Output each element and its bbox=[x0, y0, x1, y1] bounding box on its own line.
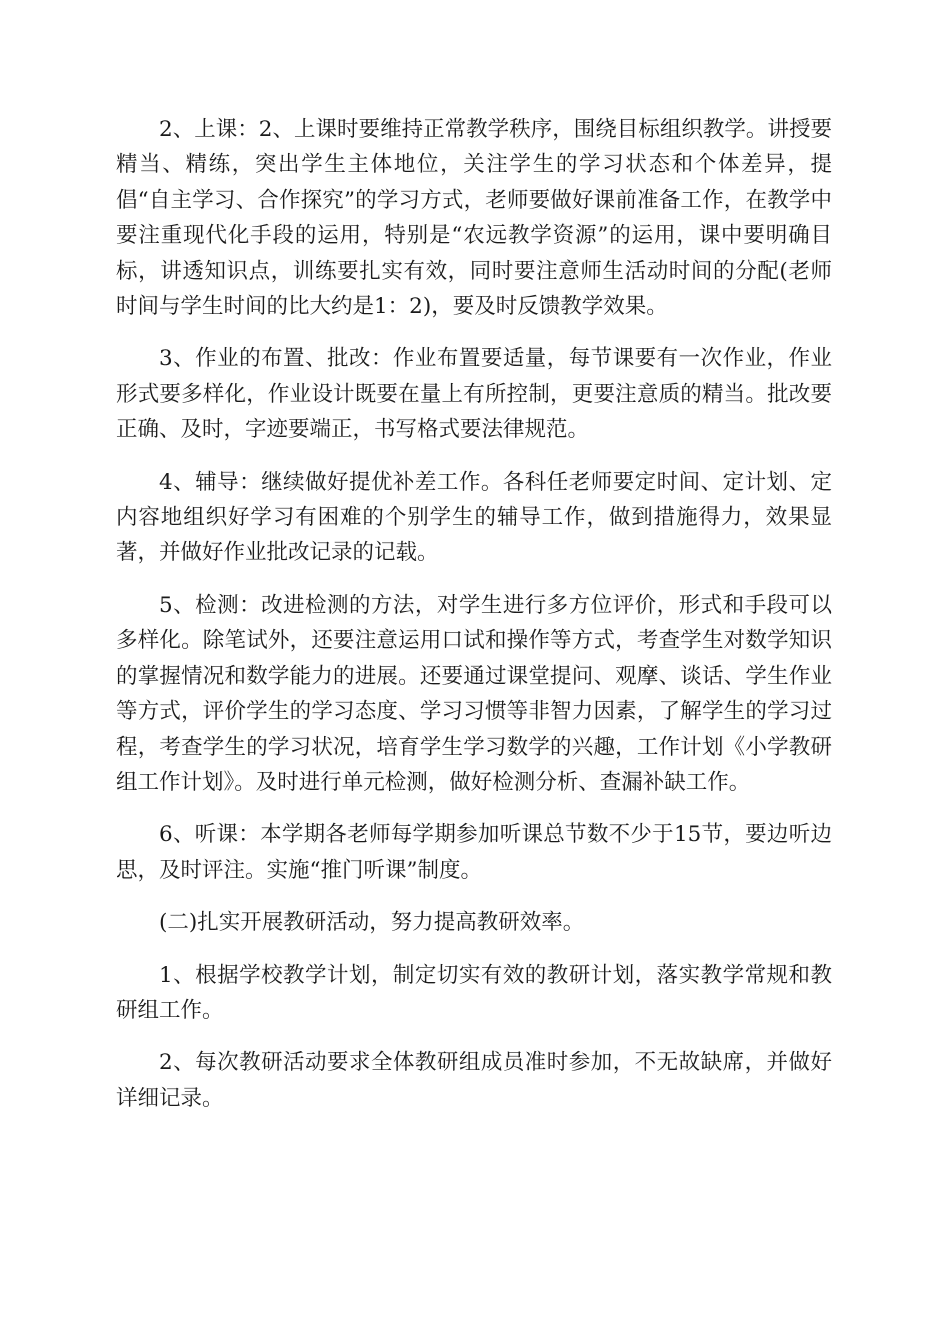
paragraph-assessment: 5、检测：改进检测的方法，对学生进行多方位评价，形式和手段可以多样化。除笔试外，还要注意运用口试和操作等方式，考查学生对数学知识的掌握情况和数学能力的进展。还要通过课堂提问、观摩、谈话、学生作业等方式，评价学生的学习态度、学习习惯等非智力因素，了解学生的学习过程，考查学生的学习状况，培育学生学习数学的兴趣，工作计划《小学教研组工作计划》。及时进行单元检测，做好检测分析、查漏补缺工作。 bbox=[116, 592, 832, 795]
paragraph-observation: 6、听课：本学期各老师每学期参加听课总节数不少于15节，要边听边思，及时评注。实施“推门听课”制度。 bbox=[116, 822, 832, 883]
paragraph-lesson: 2、上课：2、上课时要维持正常教学秩序，围绕目标组织教学。讲授要精当、精练，突出学生主体地位，关注学生的学习状态和个体差异，提倡“自主学习、合作探究”的学习方式，老师要做好课前准备工作，在教学中要注重现代化手段的运用，特别是“农远教学资源”的运用，课中要明确目标，讲透知识点，训练要扎实有效，同时要注意师生活动时间的分配(老师时间与学生时间的比大约是1：2)，要及时反馈教学效果。 bbox=[116, 117, 832, 320]
paragraph-research-plan: 1、根据学校教学计划，制定切实有效的教研计划，落实教学常规和教研组工作。 bbox=[116, 962, 832, 1023]
paragraph-section-heading: (二)扎实开展教研活动，努力提高教研效率。 bbox=[159, 910, 585, 936]
paragraph-tutoring: 4、辅导：继续做好提优补差工作。各科任老师要定时间、定计划、定内容地组织好学习有困难的个别学生的辅导工作，做到措施得力，效果显著，并做好作业批改记录的记载。 bbox=[116, 469, 832, 566]
paragraph-homework: 3、作业的布置、批改：作业布置要适量，每节课要有一次作业，作业形式要多样化，作业设计既要在量上有所控制，更要注意质的精当。批改要正确、及时，字迹要端正，书写格式要法律规范。 bbox=[116, 346, 832, 443]
paragraph-attendance: 2、每次教研活动要求全体教研组成员准时参加，不无故缺席，并做好详细记录。 bbox=[116, 1050, 832, 1111]
document-body bbox=[116, 112, 832, 1133]
